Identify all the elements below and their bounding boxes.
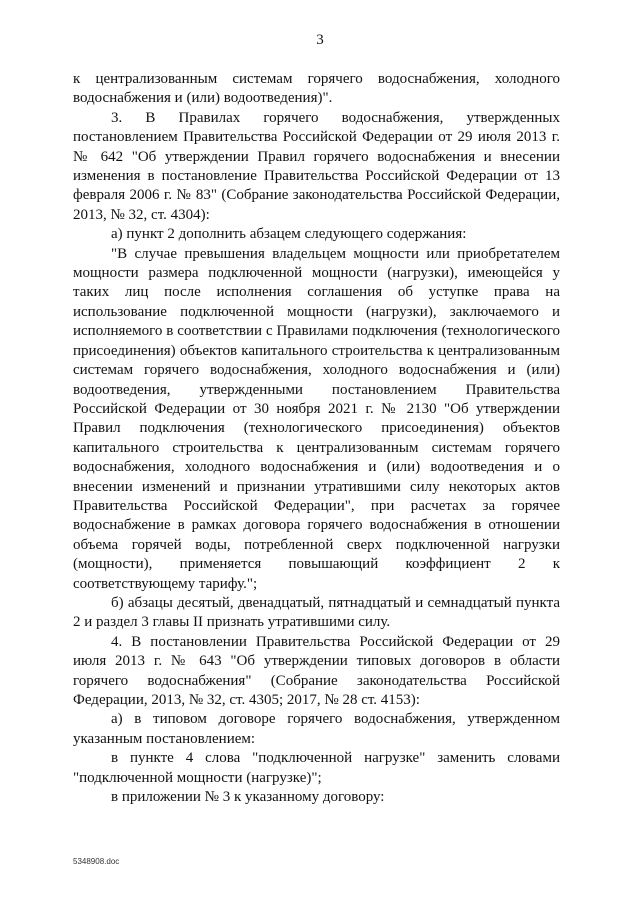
paragraph-appendix-3: в приложении № 3 к указанному договору: xyxy=(111,789,385,806)
paragraph-replace-words: в пункте 4 слова "подключенной нагрузке" заменить словами "подключенной мощности (нагрузке)"; xyxy=(73,750,560,786)
paragraph-item-4: 4. В постановлении Правительства Российской Федерации от 29 июля 2013 г. № 643 "Об утверждении типовых договоров в области горячего водоснабжения" (Собрание законодательства Российской Федерации, 2013, № 32, ст. 4305; 2017, № 28 ст. 4153): xyxy=(73,633,560,708)
paragraph-subitem-a-2: а) в типовом договоре горячего водоснабжения, утвержденном указанным постановлением: xyxy=(73,711,560,747)
paragraph-item-3: 3. В Правилах горячего водоснабжения, утвержденных постановлением Правительства Российской Федерации от 29 июля 2013 г. № 642 "Об утверждении Правил горячего водоснабжения и внесении изменения в постановление Правительства Российской Федерации от 13 февраля 2006 г. № 83" (Собрание законодательства Российской Федерации, 2013, № 32, ст. 4304): xyxy=(73,109,560,223)
page-number: 3 xyxy=(316,32,324,48)
document-body xyxy=(73,70,560,807)
document-file-code: 5348908.doc xyxy=(73,857,120,866)
paragraph-quoted-insert: "В случае превышения владельцем мощности или приобретателем мощности размера подключенной мощности (нагрузки), имеющейся у таких лиц после исполнения соглашения об уступке права на использование подключенной мощности (нагрузки), заключаемого и исполняемого в соответствии с Правилами подключения (технологического присоединения) объектов капитального строительства к централизованным системам горячего водоснабжения, холодного водоснабжения и (или) водоотведения, утвержденными постановлением Правительства Российской Федерации от 30 ноября 2021 г. № 2130 "Об утверждении Правил подключения (технологического присоединения) объектов капитального строительства к централизованным системам горячего водоснабжения, холодного водоснабжения и (или) водоотведения и о внесении изменений и признании утратившими силу некоторых актов Правительства Российской Федерации", при расчетах за горячее водоснабжение в рамках договора горячего водоснабжения в отношении объема горячей воды, потребленной сверх подключенной нагрузки (мощности), применяется повышающий коэффициент 2 к соответствующему тарифу."; xyxy=(73,245,560,592)
paragraph-subitem-a: а) пункт 2 дополнить абзацем следующего содержания: xyxy=(111,226,467,243)
paragraph-continuation: к централизованным системам горячего водоснабжения, холодного водоснабжения и (или) водоотведения)". xyxy=(73,71,560,107)
paragraph-subitem-b: б) абзацы десятый, двенадцатый, пятнадцатый и семнадцатый пункта 2 и раздел 3 главы II признать утратившими силу. xyxy=(73,594,560,631)
